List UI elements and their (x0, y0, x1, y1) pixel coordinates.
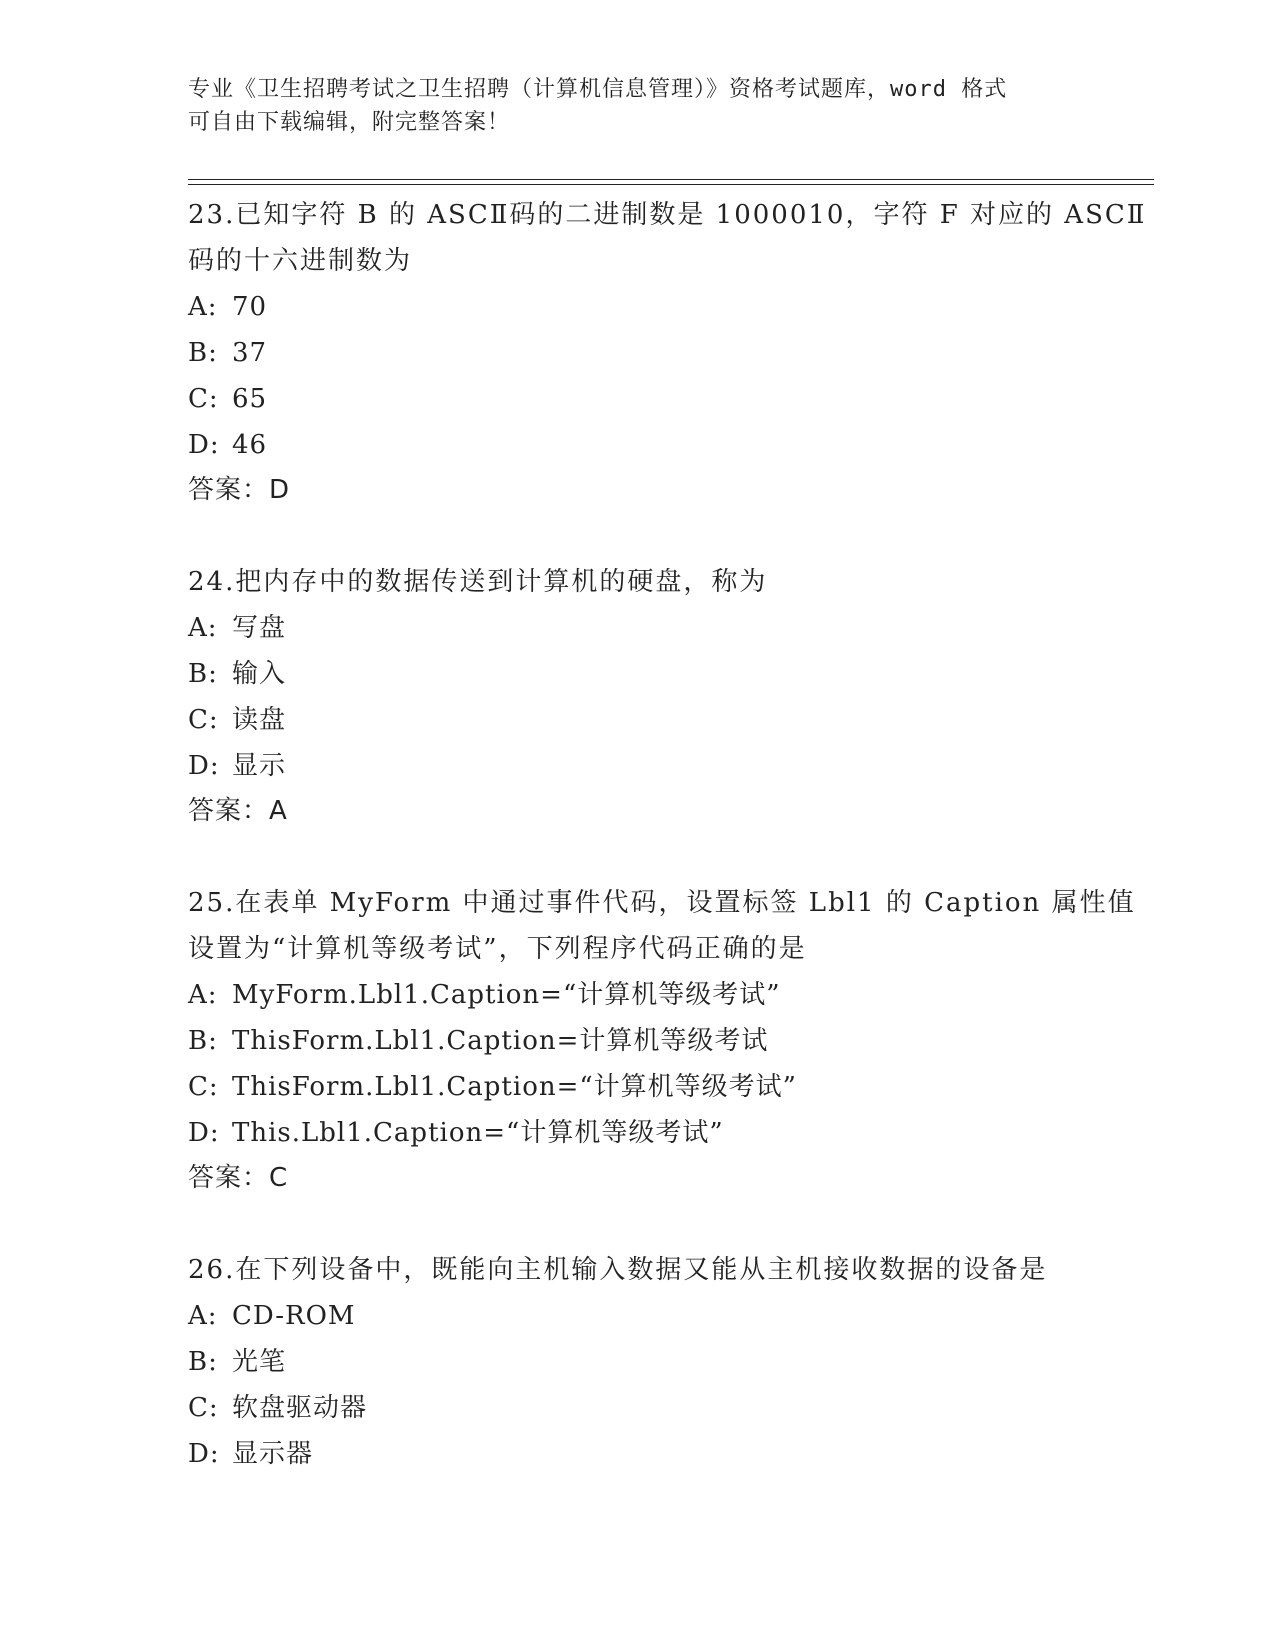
option-text: 70 (232, 292, 268, 322)
option-letter: D: (188, 1118, 220, 1148)
question-24 (188, 559, 1088, 833)
option-b (188, 1018, 1088, 1064)
option-text: 37 (232, 338, 268, 368)
option-letter: C: (188, 1072, 219, 1102)
answer-line: 答案：D (188, 475, 291, 505)
option-d (188, 1431, 1088, 1477)
option-letter: A: (188, 1301, 218, 1331)
answer-line: 答案：C (188, 1163, 289, 1193)
question-stem (188, 559, 1088, 605)
option-a (188, 1293, 1088, 1339)
option-c (188, 376, 1088, 422)
option-b (188, 1339, 1088, 1385)
option-a (188, 972, 1088, 1018)
option-b (188, 330, 1088, 376)
question-23 (188, 192, 1147, 512)
option-letter: B: (188, 1347, 218, 1377)
option-letter: B: (188, 659, 218, 689)
option-b (188, 651, 1088, 697)
option-d (188, 743, 1088, 789)
option-letter: B: (188, 338, 218, 368)
header-divider-bottom (188, 184, 1154, 185)
option-text: 输入 (232, 659, 287, 689)
option-c (188, 1385, 1088, 1431)
option-d (188, 1110, 1088, 1156)
question-25 (188, 880, 1136, 1200)
document-header (188, 73, 1068, 139)
option-letter: A: (188, 292, 218, 322)
option-text: 显示 (232, 751, 287, 781)
question-stem-line-1: 26.在下列设备中，既能向主机输入数据又能从主机接收数据的设备是 (188, 1255, 1048, 1285)
question-26 (188, 1247, 1088, 1477)
option-letter: D: (188, 751, 220, 781)
question-stem-line-1: 23.已知字符 B 的 ASCⅡ码的二进制数是 1000010，字符 F 对应的 ASCⅡ (188, 200, 1147, 230)
option-letter: A: (188, 613, 218, 643)
option-text: 65 (232, 384, 268, 414)
option-text: 软盘驱动器 (232, 1393, 368, 1423)
question-stem-line-1: 25.在表单 MyForm 中通过事件代码，设置标签 Lbl1 的 Caption 属性值 (188, 888, 1136, 918)
question-stem (188, 1247, 1088, 1293)
question-list (188, 192, 1147, 1524)
option-letter: D: (188, 430, 220, 460)
option-text: This.Lbl1.Caption=“计算机等级考试” (232, 1118, 724, 1148)
option-d (188, 422, 1088, 468)
option-a (188, 605, 1088, 651)
option-letter: C: (188, 384, 219, 414)
option-letter: B: (188, 1026, 218, 1056)
question-stem (188, 880, 1136, 972)
header-divider-top (188, 179, 1154, 180)
option-text: 显示器 (232, 1439, 314, 1469)
option-letter: D: (188, 1439, 220, 1469)
header-line-2: 可自由下载编辑，附完整答案！ (188, 110, 511, 135)
option-text: ThisForm.Lbl1.Caption=计算机等级考试 (232, 1026, 769, 1056)
option-text: 写盘 (232, 613, 287, 643)
option-text: 46 (232, 430, 268, 460)
option-c (188, 697, 1088, 743)
option-letter: C: (188, 705, 219, 735)
option-a (188, 284, 1088, 330)
option-text: 读盘 (232, 705, 287, 735)
option-letter: A: (188, 980, 218, 1010)
answer-line: 答案：A (188, 796, 288, 826)
option-letter: C: (188, 1393, 219, 1423)
option-text: ThisForm.Lbl1.Caption=“计算机等级考试” (232, 1072, 797, 1102)
question-stem-line-2: 码的十六进制数为 (188, 246, 413, 276)
question-stem (188, 192, 1147, 284)
option-text: CD-ROM (232, 1301, 356, 1331)
question-stem-line-2: 设置为“计算机等级考试”，下列程序代码正确的是 (188, 934, 807, 964)
option-text: MyForm.Lbl1.Caption=“计算机等级考试” (232, 980, 781, 1010)
option-text: 光笔 (232, 1347, 287, 1377)
question-stem-line-1: 24.把内存中的数据传送到计算机的硬盘，称为 (188, 567, 768, 597)
option-c (188, 1064, 1088, 1110)
header-line-1: 专业《卫生招聘考试之卫生招聘（计算机信息管理）》资格考试题库，word 格式 (188, 77, 1008, 102)
